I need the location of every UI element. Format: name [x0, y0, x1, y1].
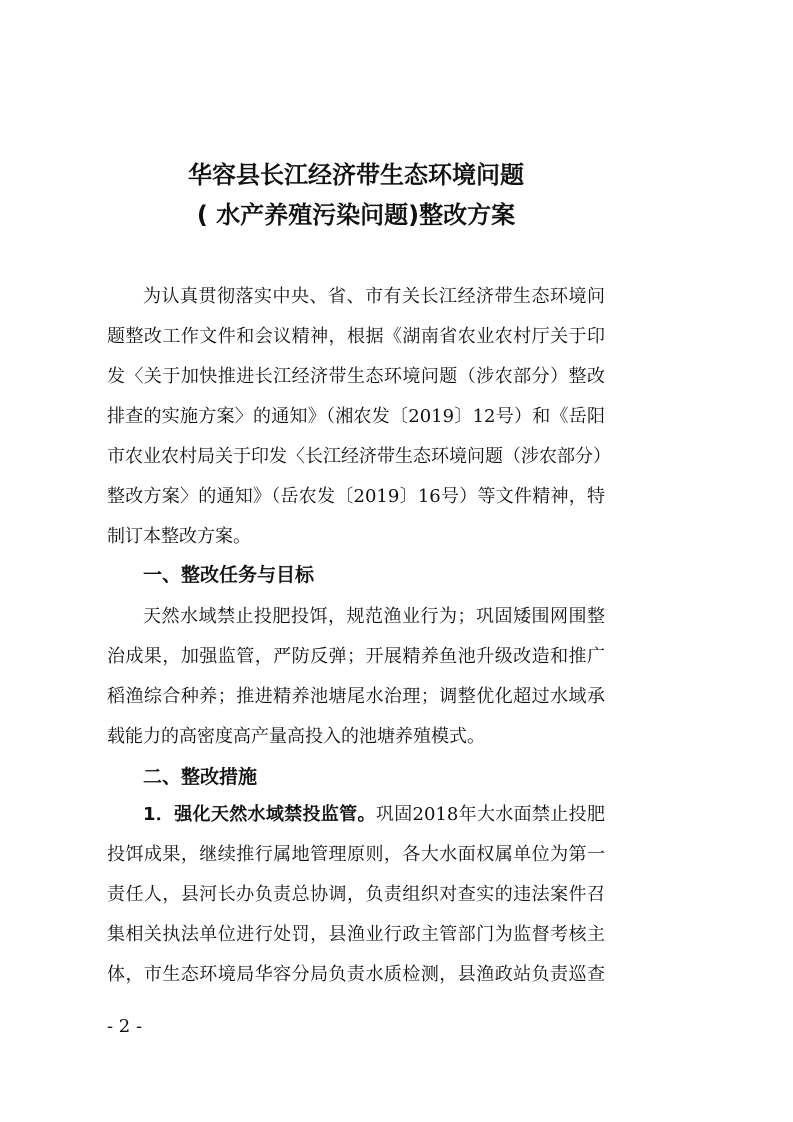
intro-line: 市农业农村局关于印发〈长江经济带生态环境问题（涉农部分）: [107, 446, 611, 467]
section-heading-tasks: 一、整改任务与目标: [143, 564, 315, 586]
section2-line: 集相关执法单位进行处罚，县渔业行政主管部门为监督考核主: [107, 924, 605, 945]
measure-1-title: 1．强化天然水域禁投监管。: [143, 804, 376, 825]
measure-1-first-line: [143, 802, 605, 828]
intro-line: 排查的实施方案〉的通知》（湘农发〔2019〕12号）和《岳阳: [107, 406, 605, 427]
section1-line: 天然水域禁止投肥投饵，规范渔业行为；巩固矮围网围整: [143, 606, 605, 627]
page-number: - 2 -: [107, 1016, 143, 1037]
section2-line: 体，市生态环境局华容分局负责水质检测，县渔政站负责巡查: [107, 964, 605, 985]
intro-line: 制订本整改方案。: [107, 526, 251, 547]
document-title-line-1: 华容县长江经济带生态环境问题: [188, 161, 524, 189]
section1-line: 稻渔综合种养；推进精养池塘尾水治理；调整优化超过水域承: [107, 686, 605, 707]
section2-line: 责任人，县河长办负责总协调，负责组织对查实的违法案件召: [107, 884, 605, 905]
section1-line: 载能力的高密度高产量高投入的池塘养殖模式。: [107, 726, 485, 747]
intro-line: 为认真贯彻落实中央、省、市有关长江经济带生态环境问: [143, 286, 605, 307]
intro-line: 整改方案〉的通知》（岳农发〔2019〕16号）等文件精神，特: [107, 486, 605, 507]
document-title-line-2: ( 水产养殖污染问题)整改方案: [196, 201, 516, 229]
section1-line: 治成果，加强监管，严防反弹；开展精养鱼池升级改造和推广: [107, 646, 605, 667]
intro-line: 题整改工作文件和会议精神，根据《湖南省农业农村厅关于印: [107, 326, 605, 347]
measure-1-text: 巩固2018年大水面禁止投肥: [375, 804, 605, 825]
intro-line: 发〈关于加快推进长江经济带生态环境问题（涉农部分）整改: [107, 366, 605, 387]
section-heading-measures: 二、整改措施: [143, 766, 258, 788]
section2-line: 投饵成果，继续推行属地管理原则，各大水面权属单位为第一: [107, 844, 605, 865]
